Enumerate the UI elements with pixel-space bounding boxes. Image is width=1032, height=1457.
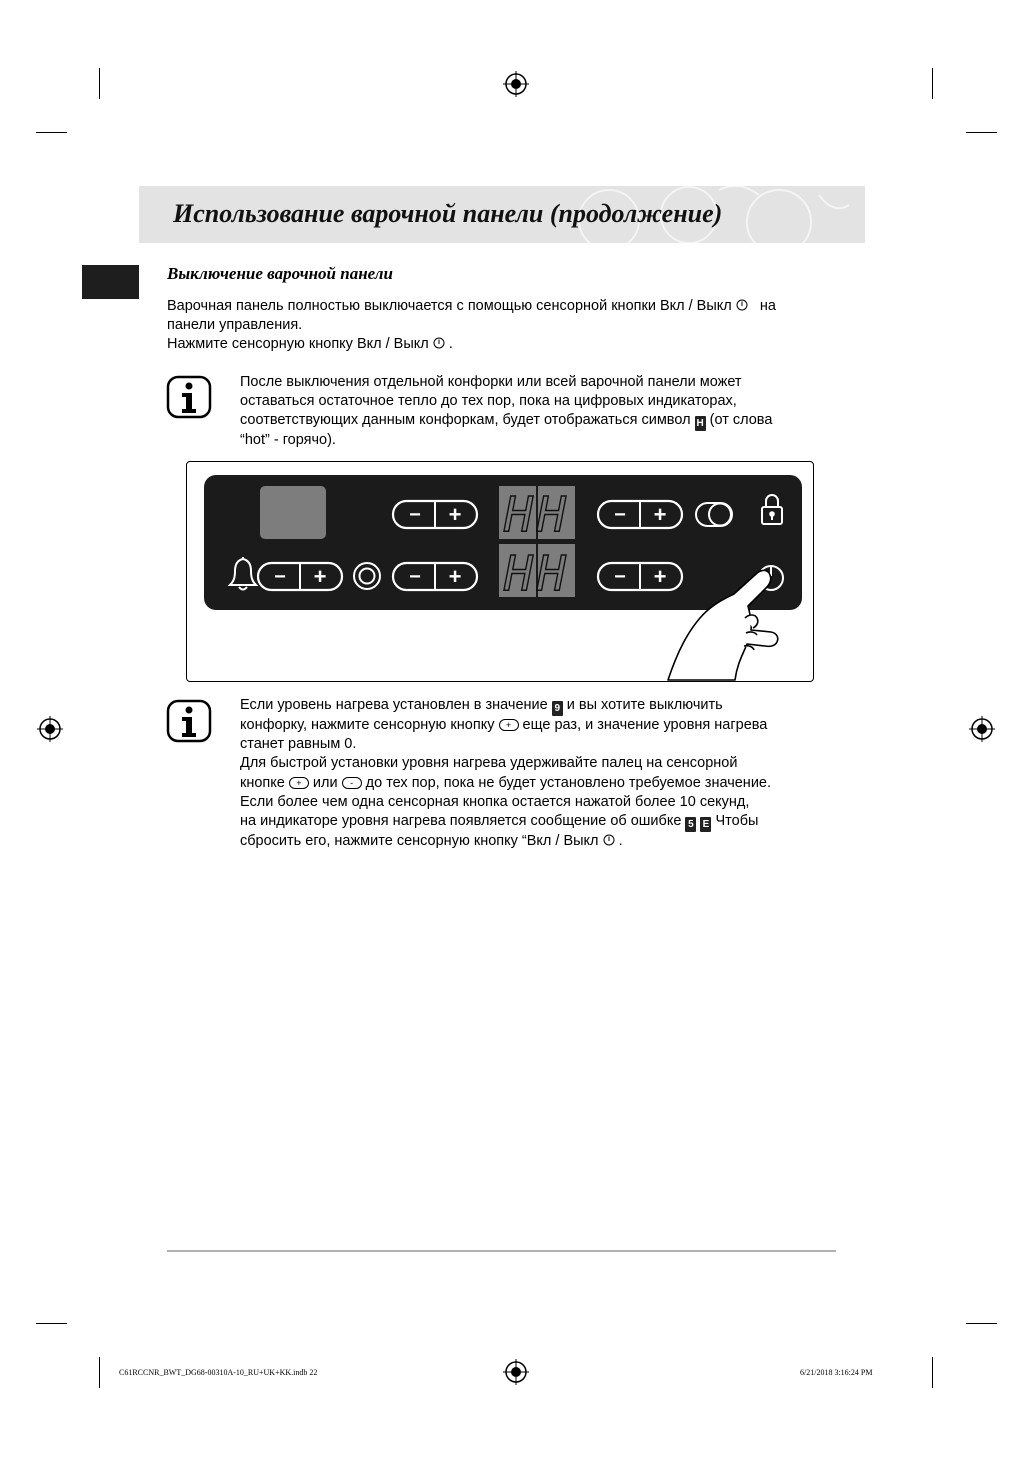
intro-line-1: [167, 297, 776, 316]
minus-button[interactable]: −: [409, 566, 421, 588]
plus-button[interactable]: +: [653, 564, 667, 589]
intro-line-3: [167, 335, 453, 354]
error-symbol-5: 5: [685, 817, 696, 832]
note-line: После выключения отдельной конфорки или всей варочной панели может: [240, 374, 742, 390]
note-text: еще раз, и значение уровня нагрева: [522, 717, 768, 733]
note-text: соответствующих данным конфоркам, будет отображаться символ: [240, 412, 691, 429]
crop-mark: [932, 1357, 933, 1388]
info-icon: [166, 699, 212, 743]
note-line: [240, 832, 840, 851]
registration-mark-icon: [503, 1359, 529, 1385]
note-line: [240, 716, 840, 735]
intro-text: Варочная панель полностью выключается с помощью сенсорной кнопки Вкл / Выкл: [167, 298, 732, 314]
heat-level-9-symbol: 9: [552, 701, 563, 716]
plus-button[interactable]: +: [313, 564, 327, 589]
footer-divider: [167, 1250, 836, 1252]
note-text: кнопке: [240, 774, 285, 791]
registration-mark-icon: [969, 716, 995, 742]
crop-mark: [36, 1323, 67, 1324]
note-line: [240, 774, 840, 793]
note-line: Если более чем одна сенсорная кнопка остается нажатой более 10 секунд,: [240, 793, 750, 810]
minus-key-icon: -: [342, 777, 362, 789]
control-panel-illustration: [186, 461, 814, 682]
note-text: до тех пор, пока не будет установлено требуемое значение.: [365, 774, 772, 791]
plus-button[interactable]: +: [653, 502, 667, 527]
intro-text: на: [759, 298, 776, 314]
note-line: [240, 696, 840, 716]
note-line: оставаться остаточное тепло до тех пор, пока на цифровых индикаторах,: [240, 393, 737, 410]
crop-mark: [99, 1357, 100, 1388]
crop-mark: [36, 132, 67, 133]
note-text: Если уровень нагрева установлен в значение: [240, 697, 548, 713]
note-heat-level: [240, 696, 840, 851]
note-text: .: [618, 833, 623, 850]
note-line: “hot” - горячо).: [240, 432, 336, 449]
intro-text: .: [448, 336, 453, 352]
page-title: Использование варочной панели (продолжение): [173, 199, 723, 228]
print-slug-filename: C61RCCNR_BWT_DG68-00310A-10_RU+UK+KK.indb 22: [119, 1368, 318, 1377]
note-text: на индикаторе уровня нагрева появляется сообщение об ошибке: [240, 813, 682, 830]
note-line: Для быстрой установки уровня нагрева удерживайте палец на сенсорной: [240, 755, 738, 772]
note-line: [240, 411, 840, 431]
section-tab-marker: [82, 265, 139, 299]
plus-button[interactable]: +: [448, 502, 462, 527]
plus-key-icon: +: [499, 719, 519, 731]
note-text: конфорку, нажмите сенсорную кнопку: [240, 717, 495, 733]
note-text: или: [312, 774, 338, 791]
crop-mark: [932, 68, 933, 99]
registration-mark-icon: [37, 716, 63, 742]
display-readout-bottom: HH: [504, 546, 570, 602]
note-residual-heat: [240, 373, 840, 451]
error-symbol-e: E: [700, 817, 711, 832]
crop-mark: [966, 1323, 997, 1324]
minus-button[interactable]: −: [614, 566, 626, 588]
info-icon: [166, 375, 212, 419]
note-text: и вы хотите выключить: [566, 697, 723, 713]
power-icon: [433, 337, 445, 349]
crop-mark: [99, 68, 100, 99]
power-icon: [603, 834, 615, 846]
page-header-banner: [139, 186, 865, 243]
hot-symbol: H: [696, 418, 704, 430]
power-icon: [736, 299, 748, 311]
note-text: сбросить его, нажмите сенсорную кнопку “Вкл / Выкл: [240, 833, 599, 850]
note-text: Чтобы: [715, 813, 759, 830]
print-slug-date: 6/21/2018 3:16:24 PM: [800, 1368, 873, 1377]
plus-key-icon: +: [289, 777, 309, 789]
note-line: станет равным 0.: [240, 736, 357, 753]
section-heading: Выключение варочной панели: [167, 264, 393, 283]
minus-button[interactable]: −: [614, 504, 626, 526]
display-readout-top: HH: [504, 487, 570, 543]
plus-button[interactable]: +: [448, 564, 462, 589]
timer-display: [260, 486, 326, 539]
minus-button[interactable]: −: [409, 504, 421, 526]
crop-mark: [966, 132, 997, 133]
note-line: [240, 812, 840, 832]
intro-text: Нажмите сенсорную кнопку Вкл / Выкл: [167, 336, 429, 352]
note-text: (от слова: [709, 412, 773, 429]
intro-line-2: панели управления.: [167, 317, 303, 333]
minus-button[interactable]: −: [274, 566, 286, 588]
registration-mark-icon: [503, 71, 529, 97]
